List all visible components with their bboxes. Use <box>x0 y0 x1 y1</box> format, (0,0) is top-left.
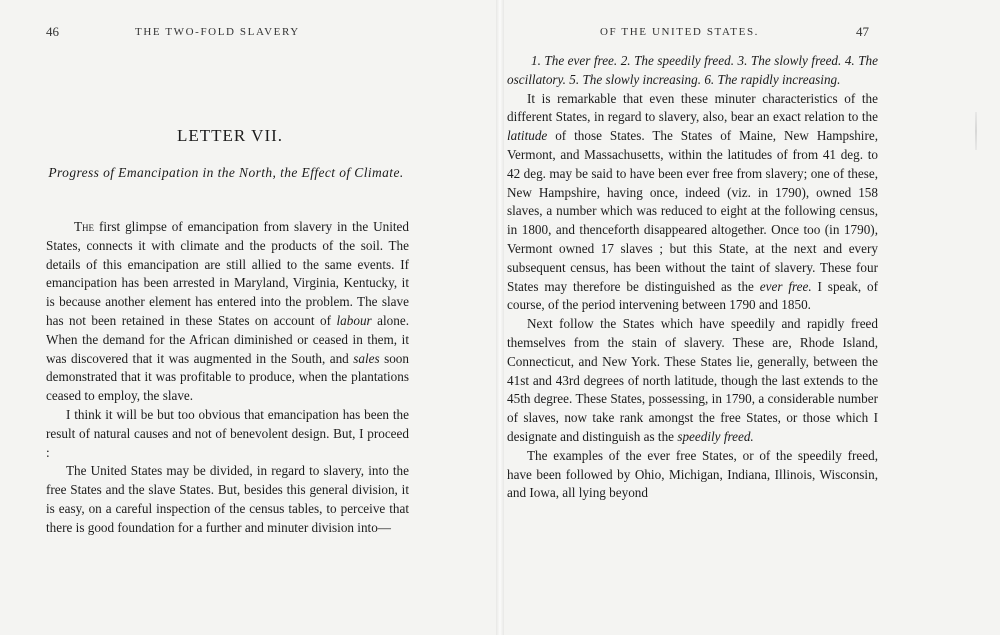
page-mark <box>975 112 977 150</box>
paragraph: It is remarkable that even these minuter characteristics of the different States, in regard to slavery, also, bear an exact relation to the latitude of those States. The States of Maine, New Hampshire, Vermont, and Massachusetts, within the latitudes of from 41 deg. to 42 deg. may be said to have been ever free from slavery; one of these, New Hampshire, having once, indeed (viz. in 1790), owned 158 slaves, a number which was reduced to eight at the following census, in 1800, and thenceforth disappeared altogether. Once too (in 1790), Vermont owned 17 slaves ; but this State, at the next and every subsequent census, has been without the taint of slavery. These four States may therefore be distinguished as the ever free. I speak, of course, of the period intervening between 1790 and 1850. <box>507 90 878 313</box>
classification-list: 1. The ever free. 2. The speedily freed. 3. The slowly freed. 4. The oscillatory. 5. The slowly increasing. 6. The rapidly increasing. <box>507 53 878 87</box>
drop-word: The <box>74 219 95 234</box>
page-number: 47 <box>856 24 869 39</box>
left-body <box>46 218 409 538</box>
paragraph: Next follow the States which have speedily and rapidly freed themselves from the stain of slavery. These are, Rhode Island, Connecticut, and New York. These States lie, generally, between the 41st and 43rd degrees of north latitude, though the last extends to the 45th degree. These States, possessing, in 1790, a considerable number of slaves, now take rank amongst the free States, or those which I designate and distinguish as the speedily freed. <box>507 316 878 444</box>
paragraph: The examples of the ever free States, or of the speedily freed, have been followed by Ohio, Michigan, Indiana, Illinois, Wisconsin, and Iowa, all lying beyond <box>507 447 878 501</box>
running-head: OF THE UNITED STATES. <box>600 26 760 38</box>
right-body <box>507 52 878 503</box>
paragraph: I think it will be but too obvious that emancipation has been the result of natural causes and not of benevolent design. But, I proceed : <box>46 406 409 460</box>
letter-subtitle: Progress of Emancipation in the North, the Effect of Climate. <box>48 165 404 180</box>
paragraph: The United States may be divided, in regard to slavery, into the free States and the slave States. But, besides this general division, it is easy, on a careful inspection of the census tables, to perceive that there is good foundation for a further and minuter division into— <box>46 463 409 535</box>
page-number: 46 <box>46 24 59 39</box>
paragraph: The first glimpse of emancipation from slavery in the United States, connects it with climate and the products of the soil. The details of this emancipation are still allied to the same events. If emancipation has been arrested in Maryland, Virginia, Kentucky, it is because another element has entered into the problem. The slave has not been retained in these States on account of labour alone. When the demand for the African diminished or ceased in them, it was discovered that it was augmented in the South, and sales soon demonstrated that it was profitable to produce, when the plantations ceased to employ, the slave. <box>46 219 409 404</box>
letter-title: LETTER VII. <box>176 126 284 145</box>
running-head: THE TWO-FOLD SLAVERY <box>135 26 300 38</box>
